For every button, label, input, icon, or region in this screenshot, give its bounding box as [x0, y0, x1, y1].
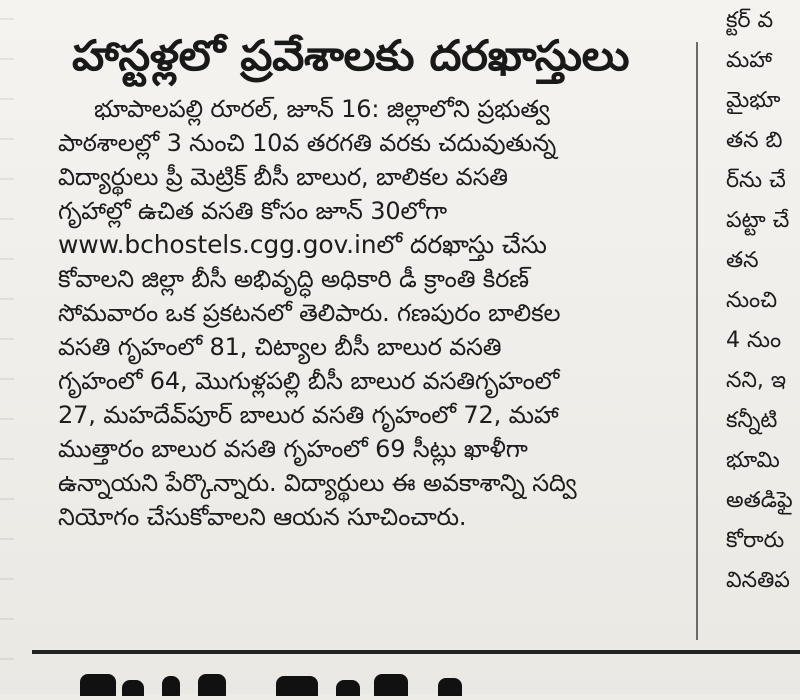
- right-column-line-6: పట్టా చే: [726, 208, 790, 233]
- right-column-line-14: కోరారు: [726, 528, 785, 553]
- article-line-8: వసతి గృహంలో 81, చిట్యాల బీసీ బాలుర వసతి: [58, 333, 502, 361]
- left-margin-marks: [0, 0, 14, 694]
- right-column-line-10: నని, ఇ: [726, 368, 787, 393]
- article-line-1: భూపాలపల్లి రూరల్, జూన్ 16: జిల్లాలోని ప్రభుత్వ: [94, 95, 550, 123]
- article-line-12: ఉన్నాయని పేర్కొన్నారు. విద్యార్థులు ఈ అవకాశాన్ని సద్వి: [58, 469, 577, 497]
- right-column-line-3: మైభూ: [726, 88, 781, 113]
- article-line-9: గృహంలో 64, మొగుళ్లపల్లి బీసీ బాలుర వసతిగృహంలో: [58, 367, 560, 395]
- right-column-line-9: 4 నుం: [726, 328, 782, 353]
- article-line-5: www.bchostels.cgg.gov.inలో దరఖాస్తు చేసు: [58, 230, 547, 259]
- right-column-line-4: తన బి: [726, 128, 783, 153]
- right-column-line-7: తన: [726, 248, 759, 273]
- article-line-4: గృహాల్లో ఉచిత వసతి కోసం జూన్ 30లోగా: [58, 197, 447, 225]
- right-column-line-2: మహా: [726, 48, 773, 73]
- right-column-line-13: అతడిఫై: [726, 488, 793, 513]
- right-column-fragment: [708, 0, 800, 610]
- article-line-10: 27, మహదేవ్‌పూర్ బాలుర వసతి గృహంలో 72, మహా: [58, 401, 559, 429]
- right-column-line-11: కన్నీటి: [726, 408, 778, 433]
- right-column-line-8: నుంచి: [726, 288, 778, 313]
- article-line-11: ముత్తారం బాలుర వసతి గృహంలో 69 సీట్లు ఖాళీగా: [58, 435, 528, 463]
- article-line-7: సోమవారం ఒక ప్రకటనలో తెలిపారు. గణపురం బాలికల: [58, 299, 561, 327]
- column-divider: [696, 42, 698, 640]
- article-line-13: నియోగం చేసుకోవాలని ఆయన సూచించారు.: [58, 503, 467, 531]
- right-column-line-12: భూమి: [726, 448, 780, 473]
- main-article: [58, 28, 673, 652]
- article-line-6: కోవాలని జిల్లా బీసీ అభివృద్ధి అధికారి డీ క్రాంతి కిరణ్: [58, 265, 529, 293]
- right-column-line-1: క్టర్ వ: [726, 8, 774, 33]
- right-column-line-15: వినతిప: [726, 568, 790, 593]
- article-line-3: విద్యార్థులు ప్రీ మెట్రిక్ బీసీ బాలుర, బాలికల వసతి: [58, 163, 508, 191]
- right-column-line-5: ర్‌ను చే: [726, 168, 786, 193]
- bottom-headline-fragment: [80, 674, 780, 700]
- article-line-2: పాఠశాలల్లో 3 నుంచి 10వ తరగతి వరకు చదువుతున్న: [58, 129, 557, 157]
- bottom-rule: [32, 650, 800, 654]
- article-headline: హాస్టళ్లలో ప్రవేశాలకు దరఖాస్తులు: [72, 31, 630, 80]
